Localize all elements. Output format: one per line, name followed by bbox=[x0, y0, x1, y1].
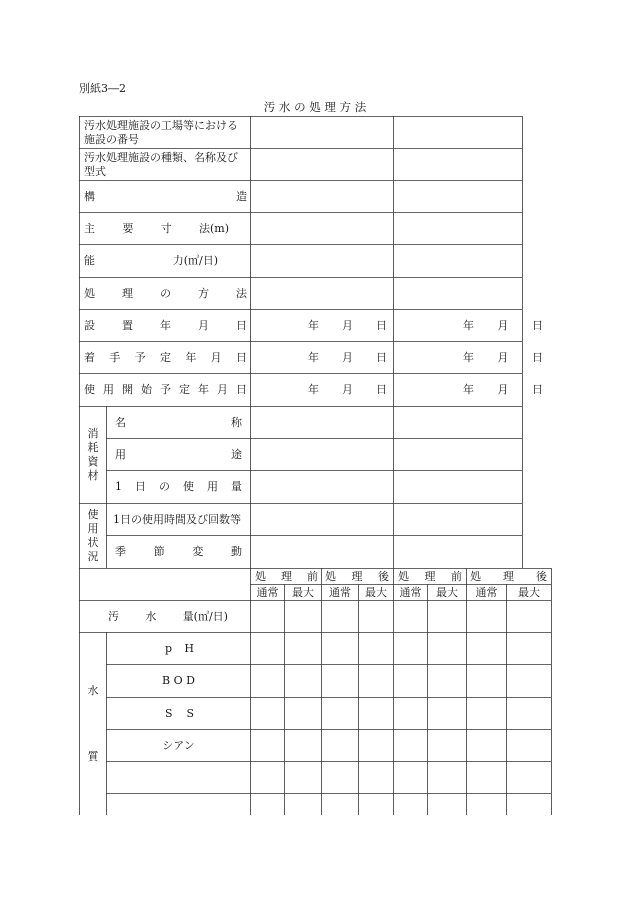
usage-group-label: 使 用 状 況 bbox=[87, 508, 99, 563]
document-title: 汚 水 の 処 理 方 法 bbox=[263, 100, 367, 114]
document-reference: 別紙3―2 bbox=[79, 82, 126, 95]
normal-header: 通常 bbox=[399, 585, 422, 599]
max-header: 最大 bbox=[518, 585, 540, 599]
consumable-name-label: 名 称 bbox=[115, 415, 242, 429]
install-date-units-1: 年 月 日 bbox=[308, 318, 387, 332]
start-date-units-2: 年 月 日 bbox=[463, 350, 543, 364]
after-treatment-header-2: 処 理 後 bbox=[470, 569, 547, 583]
normal-header: 通常 bbox=[475, 585, 498, 599]
capacity-label: 能 力(㎥/日) bbox=[84, 254, 218, 267]
ss-label: S S bbox=[165, 706, 194, 720]
bod-label: B O D bbox=[162, 674, 195, 687]
ph-label: p H bbox=[165, 641, 194, 655]
max-header: 最大 bbox=[436, 585, 458, 599]
facility-number-label: 汚水処理施設の工場等における施設の番号 bbox=[84, 118, 238, 146]
normal-header: 通常 bbox=[256, 585, 279, 599]
use-date-units-1: 年 月 日 bbox=[308, 383, 387, 396]
daily-usage-label: 1 日 の 使 用 量 bbox=[115, 480, 242, 493]
facility-type-label: 汚水処理施設の種類、名称及び型式 bbox=[84, 150, 238, 178]
wastewater-volume-label: 汚 水 量(㎥/日) bbox=[108, 609, 228, 623]
treatment-method-label: 処 理 の 方 法 bbox=[84, 286, 247, 300]
cyanide-label: シアン bbox=[162, 738, 195, 752]
max-header: 最大 bbox=[365, 585, 387, 599]
installation-date-label: 設 置 年 月 日 bbox=[84, 318, 247, 332]
construction-start-label: 着 手 予 定 年 月 日 bbox=[84, 350, 247, 364]
install-date-units-2: 年 月 日 bbox=[463, 318, 543, 332]
dimensions-label: 主 要 寸 法(m) bbox=[84, 221, 229, 235]
water-quality-group-label: 水 質 bbox=[87, 684, 99, 763]
start-date-units-1: 年 月 日 bbox=[308, 350, 387, 364]
use-start-label: 使 用 開 始 予 定 年 月 日 bbox=[84, 383, 247, 396]
consumable-use-label: 用 途 bbox=[115, 447, 242, 461]
before-treatment-header-1: 処 理 前 bbox=[255, 569, 318, 583]
consumables-group-label: 消 耗 資 材 bbox=[87, 427, 99, 482]
usage-hours-label: 1日の使用時間及び回数等 bbox=[113, 512, 241, 526]
max-header: 最大 bbox=[292, 585, 314, 599]
use-date-units-2: 年 月 日 bbox=[463, 383, 543, 396]
seasonal-variation-label: 季 節 変 動 bbox=[115, 545, 242, 558]
before-treatment-header-2: 処 理 前 bbox=[398, 569, 462, 583]
after-treatment-header-1: 処 理 後 bbox=[325, 569, 389, 583]
structure-label: 構 造 bbox=[84, 189, 247, 203]
normal-header: 通常 bbox=[329, 585, 351, 599]
